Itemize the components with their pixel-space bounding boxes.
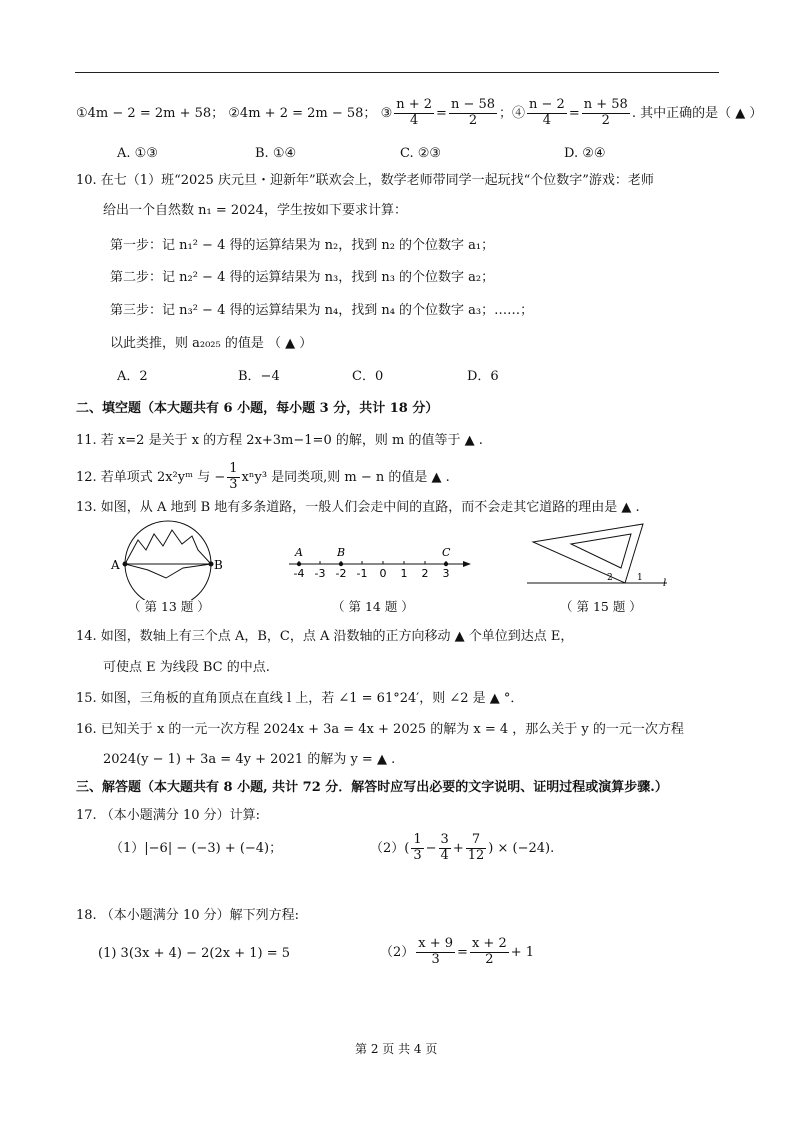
q16-line1: 16. 已知关于 x 的一元一次方程 2024x + 3a = 4x + 2025 的解为 x = 4 ，那么关于 y 的一元一次方程 <box>76 722 684 737</box>
q17-frac3: $\frac{7}{12}$ <box>467 832 485 863</box>
fig15-label-2: 2 <box>607 573 613 583</box>
q17-part1: （1）|−6| − (−3) + (−4)； <box>110 841 283 856</box>
fig13-circle <box>125 521 211 600</box>
q10-choice-b: B．−4 <box>238 369 280 384</box>
q17-part2: （2）( $\frac{1}{3}$ − $\frac{3}{4}$ + $\frac{7}{12}$ ) × (−24). <box>370 832 555 863</box>
fig14-caption: （ 第 14 题 ） <box>332 599 414 614</box>
fig13-lower-road <box>125 564 211 578</box>
q17-part2-pre: （2）( <box>370 840 410 856</box>
fig14-number-line <box>285 542 475 582</box>
fig14-tick-label: -1 <box>356 567 368 580</box>
q9-opt3-prefix: ③ <box>380 105 393 121</box>
q9-choice-c: C. ②③ <box>400 146 442 161</box>
q18-head: 18. （本小题满分 10 分）解下列方程: <box>76 908 299 923</box>
q11: 11. 若 x=2 是关于 x 的方程 2x+3m−1=0 的解，则 m 的值等于 ▲ . <box>76 433 483 448</box>
q18-left-fraction: $\frac{x + 9}{3}$ <box>418 936 454 967</box>
q17-frac1: $\frac{1}{3}$ <box>413 832 422 863</box>
q10-choice-a: A．2 <box>117 369 148 384</box>
q10-step3: 第三步：记 n₃² − 4 得的运算结果为 n₄，找到 n₄ 的个位数字 a₃；……； <box>110 303 534 318</box>
q10-choice-d: D．6 <box>467 369 499 384</box>
fig14-tick-label: -2 <box>335 567 347 580</box>
q9-choice-a: A. ①③ <box>117 146 158 161</box>
fig15-outer-triangle <box>533 524 643 583</box>
q9-tail: . 其中正确的是（ ▲ ） <box>631 105 763 121</box>
fig14-point-b <box>339 562 343 566</box>
fig13-diagram <box>108 520 224 600</box>
q12-fraction: $\frac{1}{3}$ <box>229 461 238 492</box>
q9-options-line: ①4m − 2 = 2m + 58； ②4m + 2 = 2m − 58； ③ $\frac{n + 2}{4}$ = $\frac{n - 58}{2}$ ；④ $\frac{n - 2}{4}$ = $\frac{n + 58}{2}$ . 其中正确的是（ ▲ ） <box>76 97 763 128</box>
q9-choice-b: B. ①④ <box>255 146 297 161</box>
fig14-tick-label: 3 <box>442 567 450 580</box>
fig14-point-c <box>444 562 448 566</box>
q14-line2: 可使点 E 为线段 BC 的中点. <box>103 660 270 675</box>
q18-part2-post: + 1 <box>510 944 535 960</box>
fig15-label-l: l <box>663 578 667 589</box>
q17-frac2: $\frac{3}{4}$ <box>440 832 449 863</box>
fig14-tick-label: 2 <box>421 567 429 580</box>
q9-choice-d: D. ②④ <box>564 146 606 161</box>
q9-opt1: ①4m − 2 = 2m + 58； <box>76 105 225 121</box>
fig13-upper-road <box>125 530 211 564</box>
q9-opt4-prefix: ；④ <box>499 105 526 121</box>
fig14-tick-label: -4 <box>293 567 305 580</box>
fig14-label-a: A <box>295 546 303 559</box>
q10-ask: 以此类推，则 a₂₀₂₅ 的值是 （ ▲ ） <box>110 336 313 351</box>
q10-line2: 给出一个自然数 n₁ = 2024，学生按如下要求计算： <box>103 203 407 218</box>
q18-part1: (1) 3(3x + 4) − 2(2x + 1) = 5 <box>98 946 291 961</box>
q9-opt4-left-fraction: $\frac{n - 2}{4}$ <box>529 97 565 128</box>
q12 <box>76 462 450 493</box>
section3-title: 三、解答题（本大题共有 8 小题, 共计 72 分．解答时应写出必要的文字说明、证明过程或演算步骤.） <box>76 780 668 795</box>
fig14-label-c: C <box>442 546 451 559</box>
q9-opt2: ②4m + 2 = 2m − 58； <box>228 105 377 121</box>
q14-line1: 14. 如图，数轴上有三个点 A，B，C，点 A 沿数轴的正方向移动 ▲ 个单位到达点 E， <box>76 629 574 644</box>
fig13-label-a: A <box>111 558 120 572</box>
q9-opt3-right-fraction: $\frac{n - 58}{2}$ <box>450 97 496 128</box>
q12-post: xⁿy³ 是同类项,则 m − n 的值是 ▲ . <box>241 469 450 485</box>
q10-choice-c: C．0 <box>352 369 384 384</box>
q10-step2: 第二步：记 n₂² − 4 得的运算结果为 n₃，找到 n₃ 的个位数字 a₂； <box>110 270 495 285</box>
q17-head: 17. （本小题满分 10 分）计算: <box>76 808 260 823</box>
fig15-label-1: 1 <box>637 573 643 583</box>
q16-line2: 2024(y − 1) + 3a = 4y + 2021 的解为 y = ▲ . <box>103 752 396 767</box>
fig14-tick-label: 1 <box>400 567 408 580</box>
section2-title: 二、填空题（本大题共有 6 小题，每小题 3 分，共计 18 分） <box>76 401 439 416</box>
fig14-tick-label: -3 <box>314 567 326 580</box>
fig14-point-a <box>297 562 301 566</box>
header-rule <box>75 72 719 73</box>
q18-part2-pre: （2） <box>380 944 415 960</box>
q9-opt4-right-fraction: $\frac{n + 58}{2}$ <box>583 97 628 128</box>
q10-step1: 第一步：记 n₁² − 4 得的运算结果为 n₂，找到 n₂ 的个位数字 a₁； <box>110 238 495 253</box>
fig14-arrow <box>463 561 471 567</box>
fig14-label-b: B <box>337 546 346 559</box>
q13: 13. 如图，从 A 地到 B 地有多条道路，一般人们会走中间的直路，而不会走其它道路的理由是 ▲ . <box>76 500 640 515</box>
q18-part2: （2） $\frac{x + 9}{3}$ = $\frac{x + 2}{2}$ + 1 <box>380 936 535 967</box>
fig13-point-b <box>209 562 214 567</box>
q12-pre: 12. 若单项式 2x²yᵐ 与 − <box>76 469 226 485</box>
fig13-label-b: B <box>214 558 223 572</box>
fig15-caption: （ 第 15 题 ） <box>560 599 642 614</box>
q15: 15. 如图，三角板的直角顶点在直线 l 上，若 ∠1 = 61°24′，则 ∠2 是 ▲ °． <box>76 691 524 706</box>
q17-part2-post: ) × (−24). <box>488 840 555 856</box>
fig13-point-a <box>123 562 128 567</box>
fig13-caption: （ 第 13 题 ） <box>128 599 210 614</box>
q9-opt3-left-fraction: $\frac{n + 2}{4}$ <box>396 97 433 128</box>
fig14-tick-label: 0 <box>379 567 387 580</box>
q10-line1: 10. 在七（1）班“2025 庆元旦・迎新年”联欢会上，数学老师带同学一起玩找“个位数字”游戏：老师 <box>76 173 654 188</box>
fig15-triangle <box>525 522 675 590</box>
q18-right-fraction: $\frac{x + 2}{2}$ <box>471 936 507 967</box>
page-footer: 第 2 页 共 4 页 <box>355 1042 438 1056</box>
